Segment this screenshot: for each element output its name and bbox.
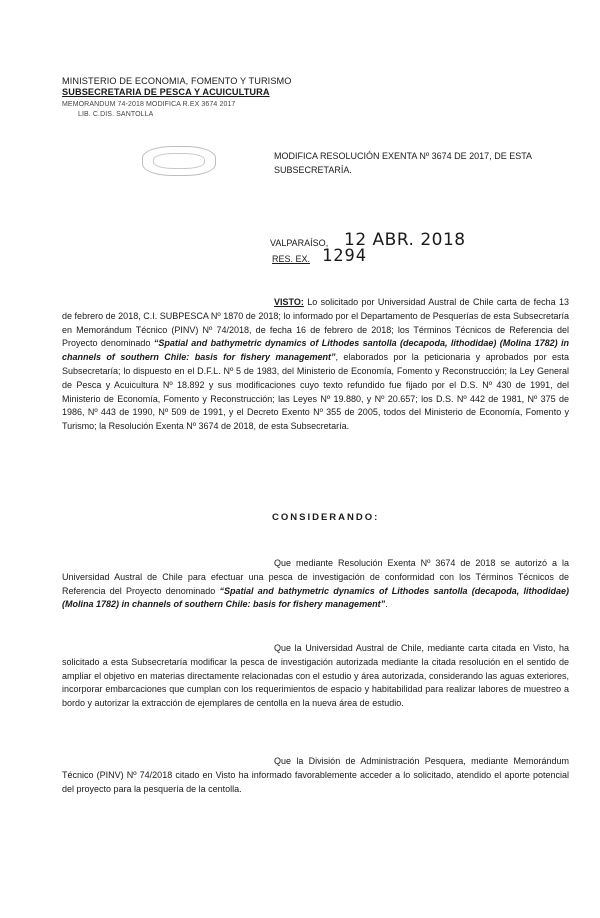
considerando-paragraph-2 [62, 642, 569, 711]
resolution-subject: MODIFICA RESOLUCIÓN EXENTA Nº 3674 DE 2017, DE ESTA SUBSECRETARÍA. [274, 151, 532, 175]
date-city: VALPARAÍSO, [270, 238, 329, 248]
library-reference: LIB. C.DIS. SANTOLLA [78, 111, 154, 118]
p1-rest: se autorizó a la Universidad Austral de Chile para efectuar una pesca de investigación de conformidad con los Términos Técnicos de Referencia del Proyecto denominado [62, 558, 569, 596]
visto-project-title: “Spatial and bathymetric dynamics of Lithodes santolla (decapoda, lithodidae) (Molina 1782) in channels of southern Chile: basis for fishery management” [62, 338, 569, 363]
visto-text-b: , elaborados por la peticionaria y aprobados por esta Subsecretaría; lo dispuesto en el D.F.L. Nº 5 de 1983, del Ministerio de Economía, Fomento y Reconstrucción; la Ley General de Pesca y Acuicultura Nº 18.892 y sus modificaciones cuyo texto refundido fue fijado por el D.S. Nº 430 de 1991, del Ministerio de Economía, Fomento y Reconstrucción; las Leyes Nº 19.880, y Nº 20.657; los D.S. Nº 442 de 1981, Nº 375 de 1986, Nº 443 de 1990, Nº 509 de 1991, y el Decreto Exento Nº 355 de 2005, todos del Ministerio de Economía, Fomento y Turismo; la Resolución Exenta Nº 3674 de 2018, de esta Subsecretaría. [62, 352, 569, 432]
date-value: 12 ABR. 2018 [344, 230, 466, 250]
visto-section [62, 296, 569, 434]
p1-start: Que mediante Resolución Exenta Nº 3674 de 2018 [274, 558, 496, 568]
p3-start: Que la División de Administración Pesquera, [274, 756, 466, 766]
visto-intro: Lo solicitado por Universidad Austral de Chile [303, 297, 494, 307]
visto-text-a: carta de fecha 13 de febrero de 2018, C.I. SUBPESCA Nº 1870 de 2018; lo informado por el Departamento de Pesquerías de esta Subsecretaría en Memorándum Técnico (PINV) Nº 74/2018, de fecha 16 de febrero de 2018; los Términos Técnicos de Referencia del Proyecto denominado [62, 297, 569, 349]
stamp-seal [142, 146, 216, 176]
resolution-number: 1294 [322, 246, 367, 266]
subsecretaria-name: SUBSECRETARIA DE PESCA Y ACUICULTURA [62, 87, 270, 97]
considerando-paragraph-1 [62, 557, 569, 612]
ministry-name: MINISTERIO DE ECONOMIA, FOMENTO Y TURISMO [62, 76, 292, 86]
p2-start: Que la Universidad Austral de Chile, mediante carta [274, 643, 489, 653]
resolution-label: RES. EX. [272, 254, 311, 264]
memo-reference: MEMORANDUM 74-2018 MODIFICA R.EX 3674 2017 [62, 101, 236, 108]
p1-end: . [385, 599, 388, 610]
p1-project-title: “Spatial and bathymetric dynamics of Lithodes santolla (decapoda, lithodidae) (Molina 1782) in channels of southern Chile: basis for fishery management” [62, 585, 570, 610]
p3-rest: mediante Memorándum Técnico (PINV) Nº 74/2018 citado en Visto ha informado favorablemente acceder a lo solicitado, atendido el aporte potencial del proyecto para la pesquería de la centolla. [62, 756, 570, 794]
visto-label: VISTO: [274, 297, 304, 307]
considerando-paragraph-3 [62, 755, 569, 796]
p2-rest: citada en Visto, ha solicitado a esta Subsecretaría modificar la pesca de investigación autorizada mediante la citada resolución en el sentido de ampliar el objetivo en materias directamente relacionadas con el estudio y área autorizada, considerando las aguas exteriores, incorporar embarcaciones que cumplan con los requerimientos de espacio y habitabilidad para realizar labores de muestreo a bordo y autorizar la extracción de ejemplares de centolla en la nueva área de estudio. [62, 643, 569, 709]
considerando-heading: CONSIDERANDO: [272, 512, 380, 523]
